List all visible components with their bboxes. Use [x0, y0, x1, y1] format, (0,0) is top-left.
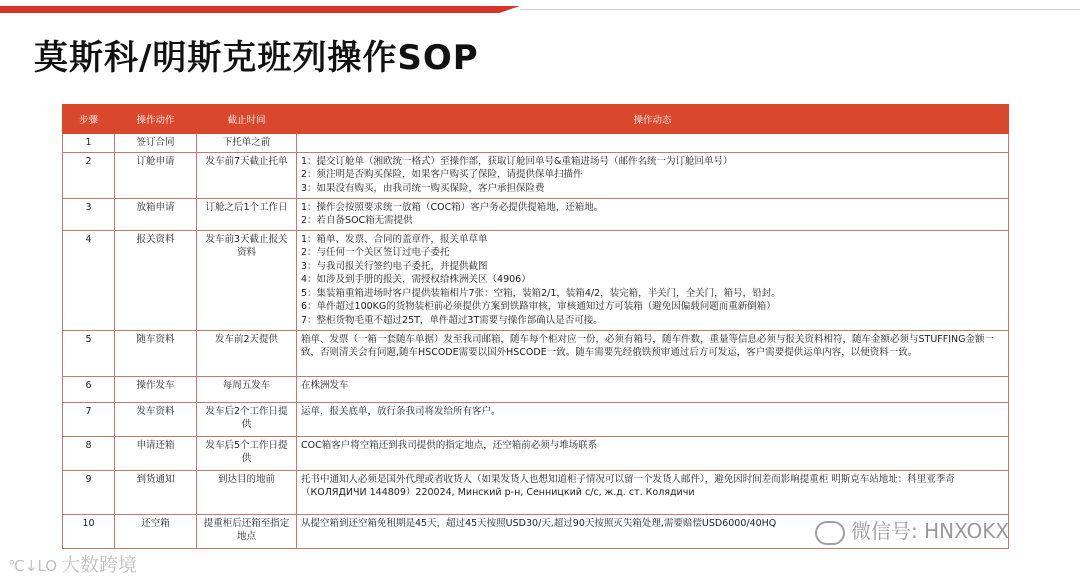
detail-line: 2：与任何一个关区签订过电子委托: [301, 247, 450, 258]
page-title: 莫斯科/明斯克班列操作SOP: [34, 38, 479, 78]
accent-stripe: [0, 6, 520, 13]
detail-line: 3：如果没有购买，由我司统一购买保险，客户承担保险费: [301, 182, 545, 194]
action-cell: 随车资料: [115, 330, 197, 376]
detail-line: 7：整柜货物毛重不超过25T，单件超过3T需要与操作部确认是否可接。: [301, 314, 603, 326]
brand-logo-icon: ℃↓LO: [8, 557, 58, 575]
step-cell: 9: [63, 470, 115, 514]
detail-line: 2：须注明是否购买保险，如果客户购买了保险，请提供保单扫描件: [301, 169, 583, 180]
details-cell: [297, 134, 1009, 153]
step-cell: 3: [63, 198, 115, 230]
table-row: [63, 134, 1009, 153]
step-cell: 5: [63, 330, 115, 376]
header-details: 操作动态: [297, 105, 1009, 134]
deadline-cell: 发车前7天截止托单: [197, 152, 297, 198]
detail-line: 3：与我司报关行签约电子委托，并提供截图: [301, 260, 488, 272]
detail-line: 1：提交订舱单（湘欧统一格式）至操作部，获取订舱回单号&重箱进场号（邮件名统一为订舱回单号）: [301, 155, 733, 167]
wechat-icon: [815, 521, 845, 545]
action-cell: 发车资料: [115, 402, 197, 436]
details-cell: 运单，报关底单，放行条我司将发给所有客户。: [297, 402, 1009, 436]
deadline-cell: 发车前2天提供: [197, 330, 297, 376]
action-cell: 签订合同: [115, 134, 197, 153]
action-cell: 申请还箱: [115, 436, 197, 470]
deadline-cell: 发车后2个工作日提供: [197, 402, 297, 436]
action-cell: 操作发车: [115, 376, 197, 402]
header-step: 步骤: [63, 105, 115, 134]
detail-line: 1：箱单、发票、合同的盖章件，报关单草单: [301, 233, 488, 245]
details-cell: [297, 152, 1009, 198]
wechat-watermark: [815, 515, 1009, 545]
detail-line: 2：若自备SOC箱无需提供: [301, 215, 413, 226]
detail-line: 6：单件超过100KG的货物装柜前必须提供方案到铁路审核，审核通知过方可装箱（避免因偏载问题而重新倒箱）: [301, 301, 776, 312]
detail-line: 1：操作会按照要求统一放箱（COC箱）客户务必提供提箱地，还箱地。: [301, 201, 604, 213]
table-row: [63, 436, 1009, 470]
details-cell: COC箱客户将空箱还到我司提供的指定地点，还空箱前必须与堆场联系: [297, 436, 1009, 470]
step-cell: 7: [63, 402, 115, 436]
action-cell: 还空箱: [115, 514, 197, 548]
step-cell: 4: [63, 230, 115, 330]
deadline-cell: 提重柜后还箱至指定地点: [197, 514, 297, 548]
deadline-cell: 发车后5个工作日提供: [197, 436, 297, 470]
brand-watermark: [8, 550, 137, 577]
step-cell: 2: [63, 152, 115, 198]
action-cell: 报关资料: [115, 230, 197, 330]
sop-table: [62, 104, 1009, 549]
details-cell: 在株洲发车: [297, 376, 1009, 402]
step-cell: 10: [63, 514, 115, 548]
step-cell: 8: [63, 436, 115, 470]
divider-line: [520, 9, 1080, 10]
deadline-cell: 每周五发车: [197, 376, 297, 402]
header-action: 操作动作: [115, 105, 197, 134]
table-row: [63, 470, 1009, 514]
details-cell: 箱单、发票（一箱一套随车单据）发至我司邮箱，随车每个柜对应一份，必须有箱号，随车件数，重量等信息必须与报关资料相符，随车金额必须与STUFFING金额一致，否则清关会有问题,随车HSCODE需要以国外HSCODE一致。随车需要先经俄铁预审通过后方可发运，客户需要提供运单内容，以便资料一致。: [297, 330, 1009, 376]
table-row: [63, 198, 1009, 230]
brand-name: 大数跨境: [61, 554, 138, 576]
details-cell: 托书中通知人必须是国外代理或者收货人（如果发货人也想知道柜子情况可以留一个发货人邮件），避免因时间差而影响提重柜 明斯克车站地址：科里亚季奇（КОЛЯДИЧИ 144809）220024, Минский р-н, Сенницкий с/с, ж.д. ст. Колядичи: [297, 470, 1009, 514]
header-deadline: 截止时间: [197, 105, 297, 134]
table-row: [63, 152, 1009, 198]
detail-line: 5：集装箱重箱进场时客户提供装箱相片7张：空箱，装箱2/1，装箱4/2，装完箱，半关门，全关门，箱号，铅封。: [301, 287, 781, 299]
deadline-cell: 到达目的地前: [197, 470, 297, 514]
top-accent-bar: [0, 0, 1080, 18]
deadline-cell: 下托单之前: [197, 134, 297, 153]
step-cell: 6: [63, 376, 115, 402]
action-cell: 订舱申请: [115, 152, 197, 198]
wechat-id: 微信号: HNXOKX: [851, 519, 1010, 543]
table-row: [63, 330, 1009, 376]
step-cell: 1: [63, 134, 115, 153]
table-row: [63, 402, 1009, 436]
details-cell: 从提空箱到还空箱免租期是45天，超过45天按照USD30/天,超过90天按照灭失箱处理,需要赔偿USD6000/40HQ: [297, 514, 1009, 548]
table-row: [63, 230, 1009, 330]
table-header-row: [63, 105, 1009, 134]
deadline-cell: 订舱之后1个工作日: [197, 198, 297, 230]
table-row: [63, 376, 1009, 402]
detail-line: 4：如涉及到手册的报关，需授权给株洲关区（4906）: [301, 274, 531, 285]
action-cell: 到货通知: [115, 470, 197, 514]
details-cell: [297, 230, 1009, 330]
action-cell: 放箱申请: [115, 198, 197, 230]
deadline-cell: 发车前3天截止报关资料: [197, 230, 297, 330]
details-cell: [297, 198, 1009, 230]
